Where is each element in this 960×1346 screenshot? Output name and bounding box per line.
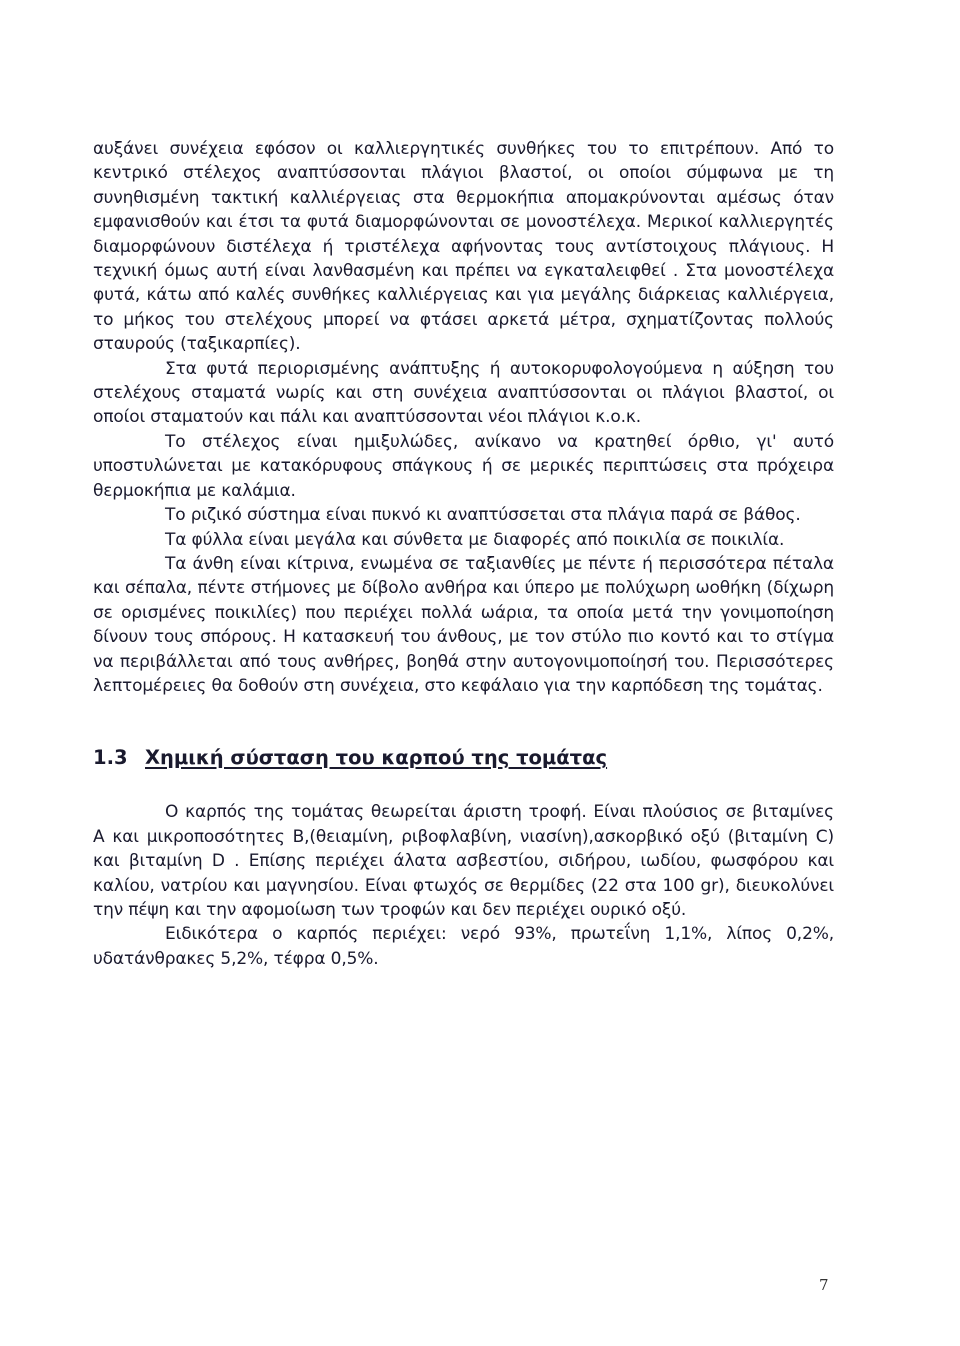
section-title: Χημική σύσταση του καρπού της τομάτας <box>145 746 608 770</box>
page-number: 7 <box>819 1276 829 1294</box>
body-paragraph: Τα φύλλα είναι μεγάλα και σύνθετα με διαφορές από ποικιλία σε ποικιλία. <box>165 529 785 550</box>
body-paragraph: Ειδικότερα ο καρπός περιέχει: νερό 93%, πρωτεΐνη 1,1%, λίπος 0,2%, υδατάνθρακες 5,2%, τέφρα 0,5%. <box>93 924 834 969</box>
body-paragraph: αυξάνει συνέχεια εφόσον οι καλλιεργητικές συνθήκες του το επιτρέπουν. Από το κεντρικό στέλεχος αναπτύσσονται πλάγιοι βλαστοί, οι οποίοι σύμφωνα με τη συνηθισμένη τακτική καλλιέργειας στα θερμοκήπια απομακρύνονται αμέσως όταν εμφανισθούν και έτσι τα φυτά διαμορφώνονται σε μονοστέλεχα. Μερικοί καλλιεργητές διαμορφώνουν διστέλεχα ή τριστέλεχα αφήνοντας τους αντίστοιχους πλάγιους. Η τεχνική όμως αυτή είναι λανθασμένη και πρέπει να εγκαταλειφθεί . Στα μονοστέλεχα φυτά, κάτω από καλές συνθήκες καλλιέργειας και για μεγάλης διάρκειας καλλιέργεια, το μήκος του στελέχους μπορεί να φτάσει αρκετά μέτρα, σχηματίζοντας πολλούς σταυρούς (ταξικαρπίες). <box>93 139 834 355</box>
body-paragraph: Τα άνθη είναι κίτρινα, ενωμένα σε ταξιανθίες με πέντε ή περισσότερα πέταλα και σέπαλα, πέντε στήμονες με δίβολο ανθήρα και ύπερο με πολύχωρη ωοθήκη (δίχωρη σε ορισμένες ποικιλίες) που περιέχει πολλά ωάρια, τα οποία μετά την γονιμοποίηση δίνουν τους σπόρους. Η κατασκευή του άνθους, με τον στύλο πιο κοντό και το στίγμα να περιβάλλεται από τους ανθήρες, βοηθά στην αυτογονιμοποίησή του. Περισσότερες λεπτομέρειες θα δοθούν στη συνέχεια, στο κεφάλαιο για την καρπόδεση της τομάτας. <box>93 553 834 696</box>
body-paragraph: Το ριζικό σύστημα είναι πυκνό κι αναπτύσσεται στα πλάγια παρά σε βάθος. <box>165 505 801 526</box>
body-paragraph: Στα φυτά περιορισμένης ανάπτυξης ή αυτοκορυφολογούμενα η αύξηση του στελέχους σταματά νωρίς και στη συνέχεια αναπτύσσονται οι πλάγιοι βλαστοί, οι οποίοι σταματούν και πάλι και αναπτύσσονται νέοι πλάγιοι κ.ο.κ. <box>93 358 834 428</box>
document-page <box>93 137 834 971</box>
section-number: 1.3 <box>93 746 128 770</box>
section-heading <box>93 745 834 771</box>
body-paragraph: Ο καρπός της τομάτας θεωρείται άριστη τροφή. Είναι πλούσιος σε βιταμίνες Α και μικροποσότητες Β,(θειαμίνη, ριβοφλαβίνη, νιασίνη),ασκορβικό οξύ (βιταμίνη C) και βιταμίνη D . Επίσης περιέχει άλατα ασβεστίου, σιδήρου, ιωδίου, φωσφόρου και καλίου, νατρίου και μαγνησίου. Είναι φτωχός σε θερμίδες (22 στα 100 gr), διευκολύνει την πέψη και την αφομοίωση των τροφών και δεν περιέχει ουρικό οξύ. <box>93 802 834 920</box>
body-paragraph: Το στέλεχος είναι ημιξυλώδες, ανίκανο να κρατηθεί όρθιο, γι' αυτό υποστυλώνεται με κατακόρυφους σπάγκους ή σε μερικές περιπτώσεις στα πρόχειρα θερμοκήπια με καλάμια. <box>93 431 834 501</box>
